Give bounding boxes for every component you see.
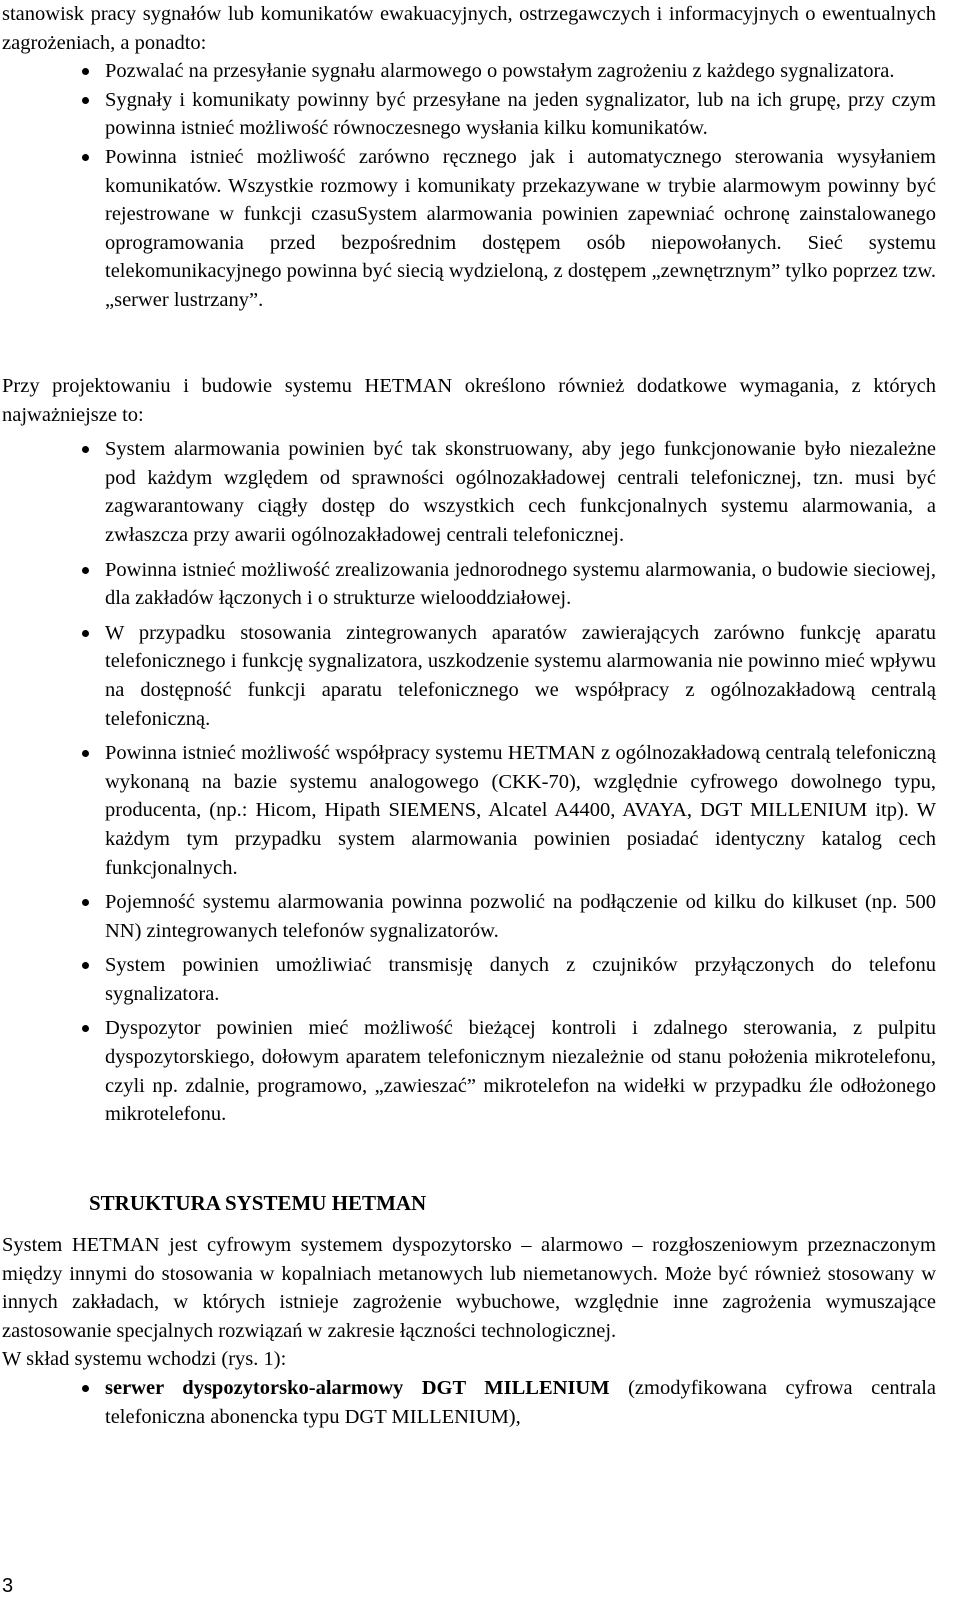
list-item (2, 1374, 936, 1431)
list-item: Dyspozytor powinien mieć możliwość bieżącej kontroli i zdalnego sterowania, z pulpitu dyspozytorskiego, dołowym aparatem telefonicznym niezależnie od stanu położenia mikrotelefonu, czyli np. zdalnie, programowo, „zawieszać” mikrotelefon na widełki w przypadku źle odłożonego mikrotelefonu. (2, 1014, 936, 1128)
bullet-icon (82, 750, 89, 757)
bullet-icon (82, 899, 89, 906)
intro-block (2, 0, 936, 315)
requirements-paragraph: Przy projektowaniu i budowie systemu HETMAN określono również dodatkowe wymagania, z których najważniejsze to: (2, 375, 936, 426)
intro-list (2, 57, 936, 314)
bullet-icon (82, 1385, 89, 1392)
list-item: Powinna istnieć możliwość zarówno ręcznego jak i automatycznego sterowania wysyłaniem komunikatów. Wszystkie rozmowy i komunikaty przekazywane w trybie alarmowym powinny być rejestrowane w funkcji czasuSystem alarmowania powinien zapewniać ochronę zainstalowanego oprogramowania przed bezpośrednim dostępem osób niepowołanych. Sieć systemu telekomunikacyjnego powinna być siecią wydzieloną, z dostępem „zewnętrznym” tylko poprzez tzw. „serwer lustrzany”. (2, 143, 936, 315)
requirements-list (2, 435, 936, 1129)
component-name: serwer dyspozytorsko-alarmowy DGT MILLENIUM (105, 1376, 610, 1399)
bullet-icon (82, 97, 89, 104)
bullet-icon (82, 630, 89, 637)
list-item: Powinna istnieć możliwość współpracy systemu HETMAN z ogólnozakładową centralą telefoniczną wykonaną na bazie systemu analogowego (CKK-70), względnie cyfrowego dowolnego typu, producenta, (np.: Hicom, Hipath SIEMENS, Alcatel A4400, AVAYA, DGT MILLENIUM itp). W każdym tym przypadku system alarmowania powinien posiadać identyczny katalog cech funkcjonalnych. (2, 739, 936, 882)
component-description: (zmodyfikowana cyfrowa centrala telefoniczna abonencka typu DGT MILLENIUM), (105, 1376, 936, 1428)
page-number: 3 (2, 1575, 14, 1597)
list-item: W przypadku stosowania zintegrowanych aparatów zawierających zarówno funkcję aparatu telefonicznego i funkcję sygnalizatora, uszkodzenie systemu alarmowania nie powinno mieć wpływu na dostępność funkcji aparatu telefonicznego we współpracy z ogólnozakładową centralą telefoniczną. (2, 619, 936, 733)
bullet-icon (82, 1025, 89, 1032)
section-heading: STRUKTURA SYSTEMU HETMAN (89, 1191, 427, 1215)
requirements-block (2, 372, 936, 1129)
composition-intro: W skład systemu wchodzi (rys. 1): (2, 1348, 287, 1371)
list-item: System alarmowania powinien być tak skonstruowany, aby jego funkcjonowanie było niezależne pod każdym względem od sprawności ogólnozakładowej centrali telefonicznej, tzn. musi być zagwarantowany ciągły dostęp do wszystkich cech funkcjonalnych systemu alarmowania, a zwłaszcza przy awarii ogólnozakładowej centrali telefonicznej. (2, 435, 936, 549)
composition-list (2, 1374, 936, 1431)
bullet-icon (82, 567, 89, 574)
list-item: Pojemność systemu alarmowania powinna pozwolić na podłączenie od kilku do kilkuset (np. 500 NN) zintegrowanych telefonów sygnalizatorów. (2, 888, 936, 945)
list-item: Powinna istnieć możliwość zrealizowania jednorodnego systemu alarmowania, o budowie sieciowej, dla zakładów łączonych i o strukturze wielooddziałowej. (2, 556, 936, 613)
bullet-icon (82, 154, 89, 161)
list-item: System powinien umożliwiać transmisję danych z czujników przyłączonych do telefonu sygnalizatora. (2, 951, 936, 1008)
structure-block (2, 1231, 936, 1431)
list-item: Pozwalać na przesyłanie sygnału alarmowego o powstałym zagrożeniu z każdego sygnalizatora. (2, 57, 936, 86)
bullet-icon (82, 68, 89, 75)
list-item: Sygnały i komunikaty powinny być przesyłane na jeden sygnalizator, lub na ich grupę, przy czym powinna istnieć możliwość równoczesnego wysłania kilku komunikatów. (2, 86, 936, 143)
bullet-icon (82, 962, 89, 969)
intro-paragraph: stanowisk pracy sygnałów lub komunikatów ewakuacyjnych, ostrzegawczych i informacyjnych o ewentualnych zagrożeniach, a ponadto: (2, 3, 936, 54)
structure-paragraph: System HETMAN jest cyfrowym systemem dyspozytorsko – alarmowo – rozgłoszeniowym przeznaczonym między innymi do stosowania w kopalniach metanowych lub niemetanowych. Może być również stosowany w innych zakładach, w których istnieje zagrożenie wybuchowe, względnie inne zagrożenia wymuszające zastosowanie specjalnych rozwiązań w zakresie łączności technologicznej. (2, 1234, 936, 1342)
bullet-icon (82, 446, 89, 453)
